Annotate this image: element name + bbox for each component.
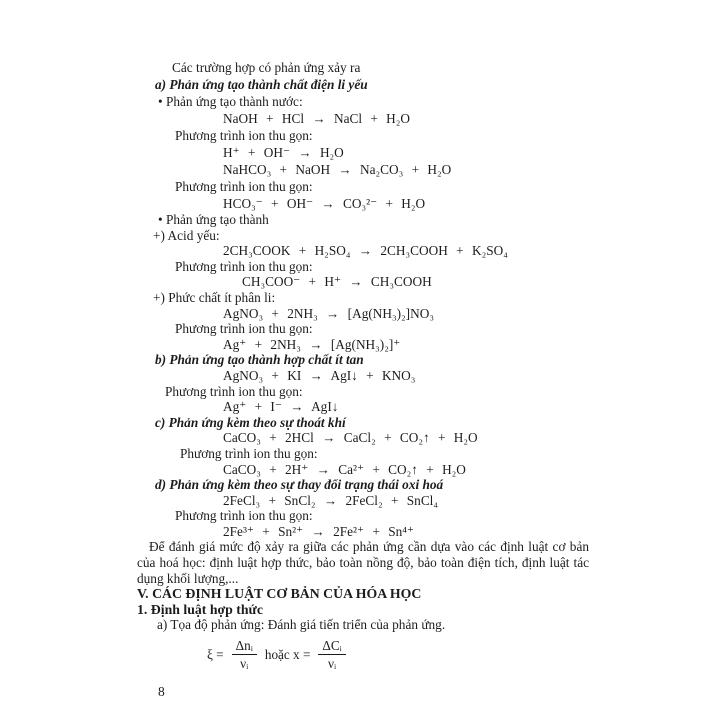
intro-line: Các trường hợp có phản ứng xảy ra [172,60,361,75]
fraction-moles [232,638,257,671]
fraction-numerator: ΔCᵢ [318,638,345,655]
eq-ch3coo-h: CH₃COO⁻ + H⁺ → CH₃COOH [242,274,432,290]
eq-agno3-nh3: AgNO₃ + 2NH₃ → [Ag(NH₃)₂]NO₃ [223,305,434,321]
ion-equation-label: Phương trình ion thu gọn: [175,321,313,337]
eq-ch3cook-h2so4: 2CH₃COOK + H₂SO₄ → 2CH₃COOH + K₂SO₄ [223,243,508,259]
ion-equation-label: Phương trình ion thu gọn: [175,508,313,524]
eq-ag-nh3: Ag⁺ + 2NH₃ → [Ag(NH₃)₂]⁺ [223,336,401,352]
item-a-reaction-coordinate: a) Tọa độ phản ứng: Đánh giá tiến triển của phản ứng. [157,617,446,633]
section-v-heading: V. CÁC ĐỊNH LUẬT CƠ BẢN CỦA HÓA HỌC [137,586,422,602]
eq-h-oh: H⁺ + OH⁻ → H₂O [223,145,344,160]
page-number: 8 [158,684,165,700]
eq-fe3-sn2: 2Fe³⁺ + Sn²⁺ → 2Fe²⁺ + Sn⁴⁺ [223,523,414,539]
eq-ag-i: Ag⁺ + I⁻ → AgI↓ [223,399,339,415]
reaction-coordinate-formula [207,638,589,671]
eq-caco3-h: CaCO₃ + 2H⁺ → Ca²⁺ + CO₂↑ + H₂O [223,461,466,477]
eq-caco3-hcl: CaCO₃ + 2HCl → CaCl₂ + CO₂↑ + H₂O [223,430,478,446]
weak-acid-label: +) Acid yếu: [153,227,220,243]
section-a-title: a) Phản ứng tạo thành chất điện li yếu [155,77,368,92]
fraction-numerator: Δnᵢ [232,638,257,655]
bullet-water-reaction: • Phản ứng tạo thành nước: [158,94,303,109]
fraction-denominator: νᵢ [240,656,249,672]
ion-equation-label: Phương trình ion thu gọn: [175,258,313,274]
formula-middle: hoặc x = [264,646,311,662]
evaluation-paragraph: Để đánh giá mức độ xảy ra giữa các phản ứng cần dựa vào các định luật cơ bản của hoá học: định luật hợp thức, bảo toàn nồng độ, bảo toàn điện tích, định luật tác dụng khối lượng,... [137,539,589,586]
ion-equation-label: Phương trình ion thu gọn: [175,128,313,143]
ion-equation-label: Phương trình ion thu gọn: [180,445,318,461]
eq-fecl3-sncl2: 2FeCl₃ + SnCl₂ → 2FeCl₂ + SnCl₄ [223,492,439,508]
section-d-title: d) Phản ứng kèm theo sự thay đổi trạng thái oxi hoá [155,477,444,493]
fraction-concentration [318,638,345,671]
eq-hco3-oh: HCO₃⁻ + OH⁻ → CO₃²⁻ + H₂O [223,196,426,211]
page-content [137,59,589,700]
eq-agno3-ki: AgNO₃ + KI → AgI↓ + KNO₃ [223,367,416,383]
section-c-title: c) Phản ứng kèm theo sự thoát khí [155,414,346,430]
bullet-formation-reaction: • Phản ứng tạo thành [158,212,269,227]
formula-lhs: ξ = [207,646,224,662]
eq-nahco3-naoh: NaHCO₃ + NaOH → Na₂CO₃ + H₂O [223,162,452,177]
eq-naoh-hcl: NaOH + HCl → NaCl + H₂O [223,111,411,126]
ion-equation-label: Phương trình ion thu gọn: [165,383,303,399]
fraction-denominator: νᵢ [328,656,337,672]
section-b-title: b) Phản ứng tạo thành hợp chất ít tan [155,352,364,368]
complex-label: +) Phức chất ít phân li: [153,289,276,305]
subsection-1-heading: 1. Định luật hợp thức [137,601,263,617]
ion-equation-label: Phương trình ion thu gọn: [175,179,313,194]
